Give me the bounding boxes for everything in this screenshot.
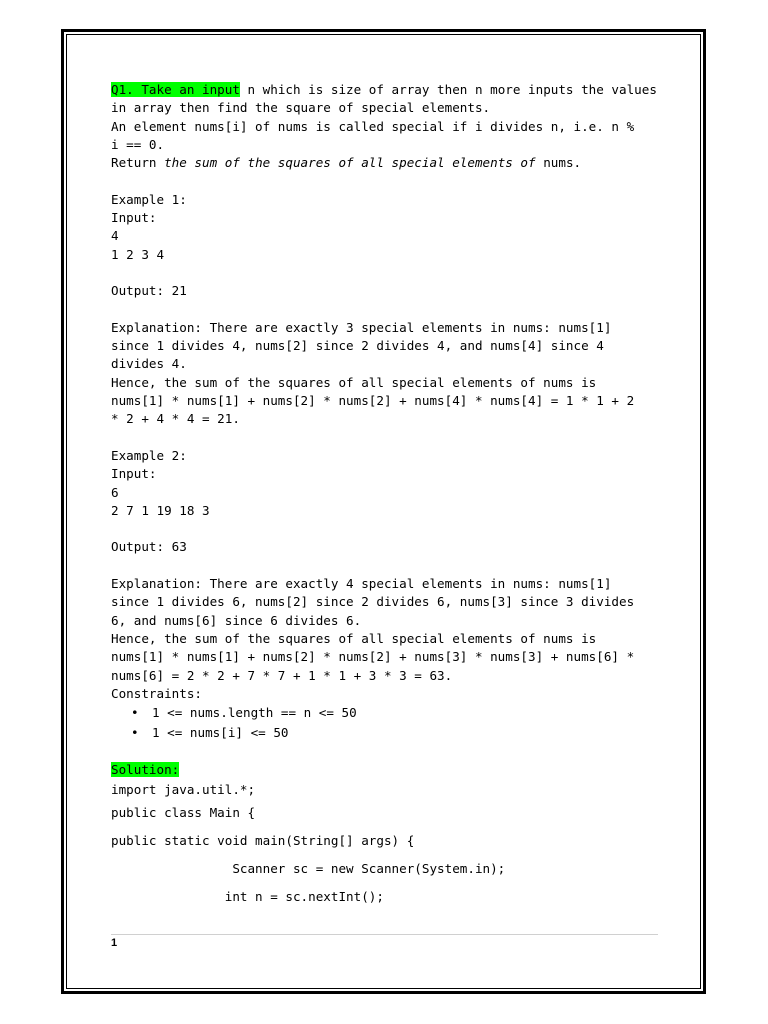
page-number: 1: [111, 937, 118, 949]
example-2-explanation: 6, and nums[6] since 6 divides 6.: [111, 612, 362, 628]
example-2-output: Output: 63: [111, 539, 187, 555]
question-line-3: An element nums[i] of nums is called special if i divides n, i.e. n %: [111, 118, 635, 134]
code-line: public class Main {: [111, 804, 256, 820]
question-line-1: [111, 81, 671, 99]
example-1-explanation: nums[1] * nums[1] + nums[2] * nums[2] + nums[4] * nums[4] = 1 * 1 + 2: [111, 393, 635, 409]
example-1-explanation: * 2 + 4 * 4 = 21.: [111, 411, 240, 427]
document-page: [111, 81, 671, 911]
example-2-heading: Example 2:: [111, 447, 187, 463]
constraints-label: Constraints:: [111, 685, 202, 701]
example-1-values: 1 2 3 4: [111, 246, 165, 262]
example-2-explanation: nums[1] * nums[1] + nums[2] * nums[2] + nums[3] * nums[3] + nums[6] *: [111, 649, 635, 665]
code-line: import java.util.*;: [111, 781, 256, 797]
constraints-list: [111, 703, 671, 743]
footer-divider: [111, 934, 658, 935]
example-1-explanation: Explanation: There are exactly 3 special elements in nums: nums[1]: [111, 319, 612, 335]
example-2-explanation: Hence, the sum of the squares of all special elements of nums is: [111, 630, 597, 646]
example-2-explanation: Explanation: There are exactly 4 special elements in nums: nums[1]: [111, 576, 612, 592]
example-1-explanation: divides 4.: [111, 356, 187, 372]
example-1-explanation: since 1 divides 4, nums[2] since 2 divides 4, and nums[4] since 4: [111, 338, 604, 354]
question-line-4: i == 0.: [111, 136, 165, 152]
solution-label-line: [111, 761, 671, 779]
return-suffix: nums.: [535, 155, 582, 171]
example-2-explanation: nums[6] = 2 * 2 + 7 * 7 + 1 * 1 + 3 * 3 = 63.: [111, 667, 453, 683]
constraint-item: • 1 <= nums.length == n <= 50: [152, 703, 671, 723]
example-2-input-label: Input:: [111, 466, 157, 482]
example-1-output: Output: 21: [111, 283, 187, 299]
solution-label: Solution:: [111, 762, 180, 778]
example-1-explanation: Hence, the sum of the squares of all special elements of nums is: [111, 374, 597, 390]
constraint-item: • 1 <= nums[i] <= 50: [152, 723, 671, 743]
return-italic: the sum of the squares of all special elements of: [164, 155, 536, 171]
question-line-5: [111, 154, 671, 172]
example-2-explanation: since 1 divides 6, nums[2] since 2 divides 6, nums[3] since 3 divides: [111, 594, 635, 610]
example-1-input-label: Input:: [111, 210, 157, 226]
example-2-values: 2 7 1 19 18 3: [111, 502, 210, 518]
code-line: public static void main(String[] args) {: [111, 832, 415, 848]
question-title-highlight: Q1. Take an input: [111, 82, 240, 97]
code-line: int n = sc.nextInt();: [111, 888, 384, 904]
example-1-n: 4: [111, 228, 119, 244]
code-line: Scanner sc = new Scanner(System.in);: [111, 860, 506, 876]
example-1-heading: Example 1:: [111, 191, 187, 207]
return-prefix: Return: [111, 155, 165, 171]
example-2-n: 6: [111, 484, 119, 500]
question-line-1-rest: n which is size of array then n more inputs the values: [239, 82, 657, 97]
question-line-2: in array then find the square of special elements.: [111, 100, 491, 116]
